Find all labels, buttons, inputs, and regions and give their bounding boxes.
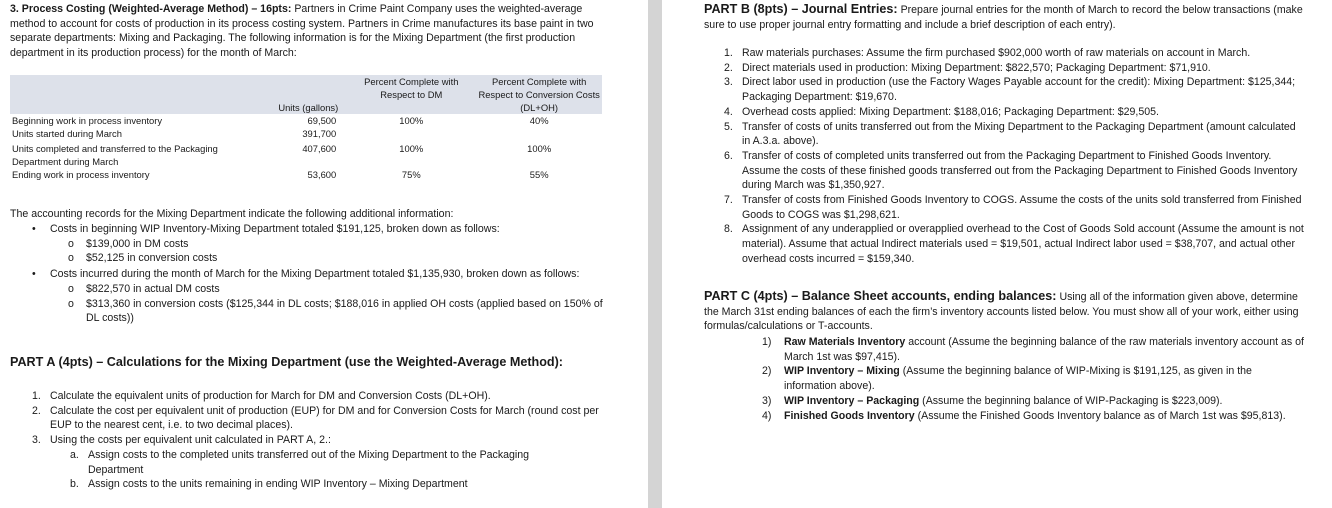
list-item (32, 477, 607, 492)
page-gutter (648, 0, 662, 508)
item-text: Overhead costs applied: Mixing Department: $188,016; Packaging Department: $29,505. (742, 105, 1159, 118)
list-item (32, 389, 607, 404)
item-number: 3) (762, 394, 772, 407)
item-number: 6. (724, 149, 733, 162)
list-item (724, 105, 1306, 120)
item-text: Calculate the equivalent units of production for March for DM and Conversion Costs (DL+OH). (50, 390, 491, 402)
table-row (10, 127, 602, 140)
bullet-text: Costs incurred during the month of March for the Mixing Department totaled $1,135,930, broken down as follows: (50, 268, 580, 281)
list-item (32, 282, 607, 297)
row-dm: 75% (401, 169, 421, 180)
part-c-intro (704, 289, 1304, 334)
row-dm: 100% (399, 115, 424, 126)
item-number: 2. (724, 61, 733, 74)
list-item (762, 394, 1307, 409)
item-text: Assignment of any underapplied or overapplied overhead to the Cost of Goods Sold account (Assume the amount is not material). Assume that actual Indirect materials used = $19,501, actual Indirect labor used = $38,707, and actual other overhead costs incurred = $159,340. (742, 223, 1304, 265)
list-item (724, 149, 1306, 193)
part-c-text: Using all of the information given above, determine the March 31st ending balances of each the firm’s inventory accounts listed below. You must show all of your work, either using formulas/calculations or T-accounts. (704, 291, 1299, 333)
item-text: (Assume the Finished Goods Inventory balance as of March 1st was $95,813). (914, 409, 1286, 422)
item-number: 4) (762, 409, 772, 422)
records-intro: The accounting records for the Mixing Department indicate the following additional information: (10, 208, 454, 220)
item-number: 3. (724, 76, 733, 89)
item-number: 1. (32, 390, 41, 402)
part-b-text: Prepare journal entries for the month of March to record the below transactions (make sure to use proper journal entry formatting and include a brief description of each entry). (704, 4, 1303, 31)
header-dm: Percent Complete with Respect to DM (346, 75, 476, 114)
table-row (10, 140, 602, 168)
row-units: 69,500 (307, 115, 337, 126)
circle-bullet-icon: o (68, 237, 74, 250)
item-number: b. (70, 478, 79, 491)
row-conv: 100% (527, 143, 552, 154)
bullet-icon: • (32, 223, 36, 235)
row-dm: 100% (399, 143, 424, 154)
row-label: Ending work in process inventory (12, 169, 150, 180)
row-conv (476, 127, 602, 140)
list-item (762, 335, 1307, 364)
intro-paragraph (10, 2, 615, 61)
item-text: Assign costs to the completed units transferred out of the Mixing Department to the Packaging Department (88, 448, 530, 476)
item-number: 1) (762, 336, 772, 348)
row-label: Units completed and transferred to the Packaging Department during March (12, 143, 218, 167)
part-c-title: PART C (4pts) – Balance Sheet accounts, ending balances: (704, 289, 1057, 303)
list-item (724, 61, 1306, 76)
problem-title: 3. Process Costing (Weighted-Average Method) – 16pts: (10, 3, 292, 15)
list-item (32, 297, 607, 326)
item-number: 5. (724, 120, 733, 133)
item-number: 2) (762, 365, 772, 378)
row-label: Beginning work in process inventory (12, 115, 163, 126)
part-b-title: PART B (8pts) – Journal Entries: (704, 2, 898, 16)
row-dm (346, 127, 476, 140)
item-text: Calculate the cost per equivalent unit of production (EUP) for DM and for Conversion Costs for March (round cost per EUP to the nearest cent, i.e. to two decimal places). (50, 404, 599, 432)
item-number: 8. (724, 223, 733, 236)
sub-bullet-text: $822,570 in actual DM costs (86, 282, 220, 295)
item-text: Direct labor used in production (use the Factory Wages Payable account for the credit): Mixing Department: $125,344; Packaging Department: $19,670. (742, 76, 1296, 104)
item-number: 7. (724, 194, 733, 207)
list-item (32, 433, 607, 448)
bullet-list (32, 222, 607, 326)
item-text: Using the costs per equivalent unit calculated in PART A, 2.: (50, 434, 331, 447)
list-item (724, 120, 1306, 149)
item-text: Raw materials purchases: Assume the firm purchased $902,000 worth of raw materials on account in March. (742, 47, 1251, 59)
row-units: 53,600 (307, 169, 337, 180)
header-units: Units (gallons) (251, 75, 347, 114)
item-text: Transfer of costs of units transferred out from the Mixing Department to the Packaging Department (amount calculated in A.3.a. above). (742, 120, 1296, 148)
part-a-title: PART A (4pts) – Calculations for the Mixing Department (use the Weighted-Average Method): (10, 355, 564, 369)
item-account: Raw Materials Inventory (784, 336, 906, 348)
sub-bullet-text: $313,360 in conversion costs ($125,344 in DL costs; $188,016 in applied OH costs (applied based on 150% of DL costs)) (86, 297, 603, 325)
item-number: 4. (724, 105, 733, 118)
item-text: Transfer of costs of completed units transferred out from the Packaging Department to Finished Goods Inventory. Assume the costs of these finished goods transferred out from the Packaging Department to Finished Goods Inventory during March was $1,350,927. (742, 149, 1298, 192)
bullet-icon: • (32, 268, 36, 281)
item-text: account (Assume the beginning balance of the raw materials inventory account as of March 1st was $97,415). (784, 336, 1304, 363)
circle-bullet-icon: o (68, 252, 74, 265)
list-item (724, 46, 1306, 61)
table-row (10, 168, 602, 181)
item-text: Direct materials used in production: Mixing Department: $822,570; Packaging Department: $71,910. (742, 61, 1211, 74)
part-a-list (32, 389, 607, 492)
mixing-data-table (10, 75, 602, 181)
item-text: (Assume the beginning balance of WIP-Packaging is $223,009). (919, 394, 1223, 407)
list-item (762, 364, 1307, 393)
list-item (32, 251, 607, 266)
bullet-text: Costs in beginning WIP Inventory-Mixing Department totaled $191,125, broken down as follows: (50, 223, 500, 235)
left-page (0, 0, 648, 508)
item-text: (Assume the beginning balance of WIP-Mixing is $191,125, as given in the information above). (784, 365, 1252, 393)
row-label: Units started during March (12, 128, 122, 139)
list-item (724, 75, 1306, 104)
list-item (32, 267, 607, 282)
list-item (32, 222, 607, 237)
item-text: Assign costs to the units remaining in ending WIP Inventory – Mixing Department (88, 478, 468, 491)
sub-bullet-text: $52,125 in conversion costs (86, 252, 218, 265)
list-item (32, 404, 607, 433)
problem-intro-text: Partners in Crime Paint Company uses the weighted-average method to account for costs of production in its process costing system. Partners in Crime manufactures its base paint in two separate departments: Mixing and Packaging. The following information is for the Mixing Department (the first production department in its production process) for the month of March: (10, 3, 594, 60)
list-item (724, 193, 1306, 222)
right-page (662, 0, 1332, 508)
table-row (10, 114, 602, 127)
circle-bullet-icon: o (68, 297, 74, 310)
list-item (32, 448, 607, 477)
table-header-row (10, 75, 602, 114)
header-conv: Percent Complete with Respect to Conversion Costs (DL+OH) (476, 75, 602, 114)
sub-bullet-text: $139,000 in DM costs (86, 237, 189, 250)
part-b-intro (704, 2, 1304, 32)
circle-bullet-icon: o (68, 282, 74, 295)
item-number: 2. (32, 404, 41, 417)
item-number: a. (70, 448, 79, 461)
row-conv: 55% (529, 169, 549, 180)
row-units: 391,700 (302, 128, 337, 139)
row-units: 407,600 (302, 143, 337, 154)
item-number: 3. (32, 434, 41, 447)
part-c-list (762, 335, 1307, 423)
item-number: 1. (724, 47, 733, 59)
part-b-list (724, 46, 1306, 267)
item-account: WIP Inventory – Packaging (784, 394, 920, 407)
list-item (724, 222, 1306, 266)
list-item (762, 409, 1307, 424)
item-account: WIP Inventory – Mixing (784, 365, 900, 378)
item-account: Finished Goods Inventory (784, 409, 915, 422)
item-text: Transfer of costs from Finished Goods Inventory to COGS. Assume the costs of the units sold transferred from Finished Goods to COGS was $1,298,621. (742, 194, 1302, 221)
list-item (32, 237, 607, 252)
row-conv: 40% (529, 115, 549, 126)
